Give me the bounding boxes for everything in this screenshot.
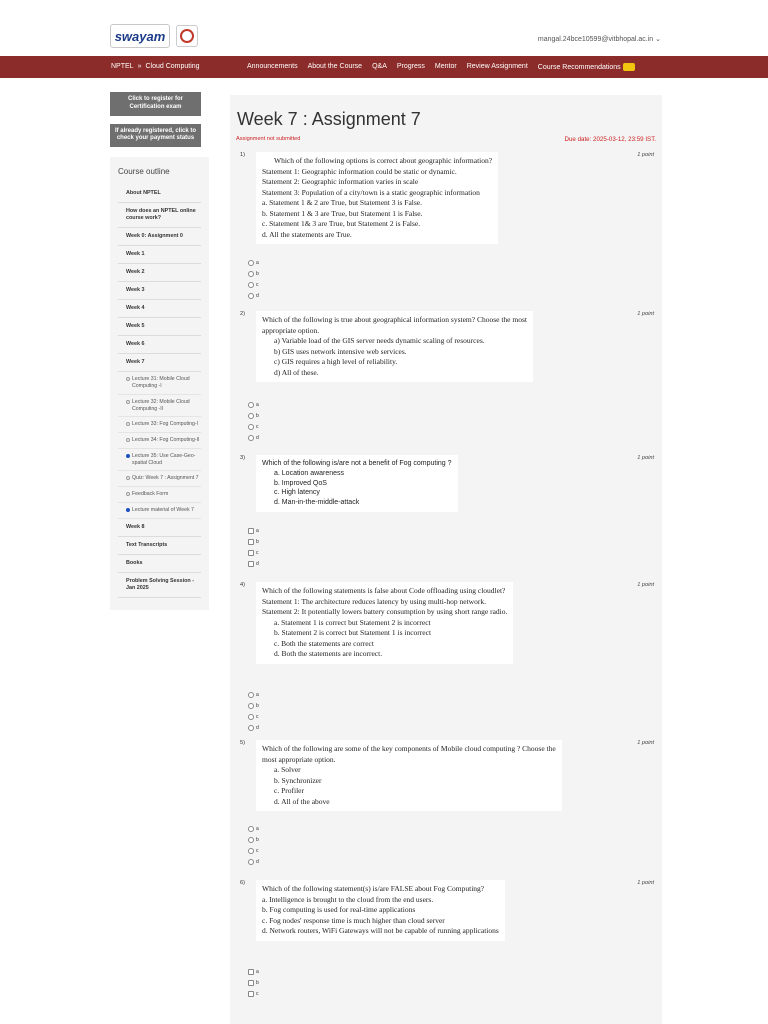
course-outline [110, 157, 209, 610]
option-label: b [256, 539, 259, 545]
question-line: Which of the following are some of the key components of Mobile cloud computing ? Choose the [262, 744, 556, 753]
option-radio[interactable] [248, 703, 254, 709]
question-line: Which of the following is/are not a benefit of Fog computing ? [262, 460, 452, 467]
menu-review-assignment[interactable]: Review Assignment [466, 63, 528, 70]
option-label: d [256, 293, 259, 299]
question-line: a. Location awareness [274, 469, 345, 477]
option-label: c [256, 848, 259, 854]
question-line: Statement 1: The architecture reduces latency by using multi-hop network. [262, 596, 486, 606]
question-line: most appropriate option. [262, 754, 336, 764]
answer-option[interactable] [248, 292, 259, 300]
question-points: 1 point [637, 740, 654, 746]
option-label: b [256, 980, 259, 986]
question-line: appropriate option. [262, 325, 320, 335]
option-label: a [256, 692, 259, 698]
answer-option[interactable] [248, 538, 259, 546]
option-label: c [256, 424, 259, 430]
register-certification-button[interactable]: Click to register for Certification exam [110, 92, 201, 116]
question-line: a. Statement 1 & 2 are True, but Statement 3 is False. [262, 198, 422, 207]
question-number: 3) [240, 455, 245, 461]
option-radio[interactable] [248, 282, 254, 288]
question-line: d. Both the statements are incorrect. [274, 649, 383, 658]
question-line: b) GIS uses network intensive web services. [274, 346, 407, 356]
question-line: Statement 2: It potentially lowers battery consumption by using short range radio. [262, 607, 508, 616]
new-badge-icon [623, 63, 635, 71]
main-menu [247, 63, 635, 71]
outline-subitem-label: Feedback Form [132, 491, 169, 498]
question-line: Which of the following options is correct about geographic information? [274, 156, 493, 165]
question-line: b. Synchronizer [274, 775, 322, 785]
status-dot-icon [126, 476, 130, 480]
option-radio[interactable] [248, 848, 254, 854]
emblem-icon [176, 25, 198, 47]
option-checkbox[interactable] [248, 550, 254, 556]
option-radio[interactable] [248, 692, 254, 698]
outline-subitem[interactable] [118, 487, 201, 503]
answer-option[interactable] [248, 702, 259, 710]
option-label: d [256, 859, 259, 865]
outline-item[interactable]: Week 2 [118, 264, 201, 282]
answer-options [248, 401, 259, 445]
outline-item[interactable]: Week 7 [118, 354, 201, 372]
answer-options [248, 259, 259, 303]
menu-announcements[interactable]: Announcements [247, 63, 298, 70]
question-line: b. Improved QoS [274, 479, 327, 487]
question-text [256, 880, 505, 941]
question-points: 1 point [637, 455, 654, 461]
answer-options [248, 527, 259, 571]
option-radio[interactable] [248, 260, 254, 266]
answer-options [248, 968, 259, 1001]
option-label: c [256, 550, 259, 556]
option-radio[interactable] [248, 424, 254, 430]
outline-subitem[interactable] [118, 372, 201, 395]
answer-options [248, 691, 259, 735]
answer-option[interactable] [248, 270, 259, 278]
option-checkbox[interactable] [248, 528, 254, 534]
option-radio[interactable] [248, 826, 254, 832]
question-line: Statement 1: Geographic information could be static or dynamic. [262, 166, 457, 176]
option-radio[interactable] [248, 402, 254, 408]
course-outline-title: Course outline [118, 167, 170, 177]
question-line: c. Fog nodes' response time is much higher than cloud server [262, 915, 445, 925]
question-line: d. All of the above [274, 796, 330, 806]
option-radio[interactable] [248, 435, 254, 441]
question-text [256, 152, 498, 244]
option-radio[interactable] [248, 714, 254, 720]
course-outline-list [118, 185, 201, 598]
assignment-panel [230, 95, 662, 1024]
question-points: 1 point [637, 311, 654, 317]
option-radio[interactable] [248, 859, 254, 865]
question-line: d. Network routers, WiFi Gateways will not be capable of running applications [262, 926, 499, 935]
answer-option[interactable] [248, 401, 259, 409]
top-header [0, 0, 768, 56]
option-label: c [256, 714, 259, 720]
menu-about-course[interactable]: About the Course [307, 63, 363, 70]
outline-item[interactable]: About NPTEL [118, 185, 201, 203]
option-label: b [256, 413, 259, 419]
answer-option[interactable] [248, 434, 259, 442]
option-label: d [256, 561, 259, 567]
question-line: a. Solver [274, 765, 301, 774]
user-menu[interactable]: mangal.24bce10599@vitbhopal.ac.in ⌄ [537, 36, 661, 43]
option-radio[interactable] [248, 413, 254, 419]
option-label: a [256, 528, 259, 534]
answer-option[interactable] [248, 412, 259, 420]
answer-option[interactable] [248, 847, 259, 855]
status-dot-icon [126, 454, 130, 458]
outline-item[interactable]: How does an NPTEL online course work? [118, 203, 201, 228]
question-points: 1 point [637, 152, 654, 158]
option-radio[interactable] [248, 725, 254, 731]
breadcrumb-separator: » [137, 63, 142, 70]
question-number: 2) [240, 311, 245, 317]
answer-option[interactable] [248, 527, 259, 535]
question-number: 4) [240, 582, 245, 588]
answer-option[interactable] [248, 259, 259, 267]
outline-item[interactable]: Week 4 [118, 300, 201, 318]
breadcrumb-course[interactable]: Cloud Computing [145, 63, 200, 70]
option-label: a [256, 402, 259, 408]
due-date: Due date: 2025-03-12, 23:59 IST. [564, 136, 656, 143]
option-checkbox[interactable] [248, 969, 254, 975]
outline-item[interactable]: Books [118, 555, 201, 573]
question-line: Statement 2: Geographic information varies in scale [262, 177, 419, 186]
question-line: d. All the statements are True. [262, 229, 352, 239]
question-line: c. High latency [274, 489, 320, 497]
answer-option[interactable] [248, 423, 259, 431]
status-dot-icon [126, 508, 130, 512]
outline-subitem[interactable] [118, 503, 201, 519]
outline-subitem-label: Lecture 33: Fog Computing-I [132, 421, 199, 428]
outline-subitem-label: Quiz: Week 7 : Assignment 7 [132, 475, 199, 482]
question-line: c. Statement 1& 3 are True, but Statement 2 is False. [262, 219, 421, 228]
question-line: Which of the following is true about geographical information system? Choose the most [262, 315, 527, 324]
outline-subitem-label: Lecture 32: Mobile Cloud Computing -II [132, 398, 190, 412]
menu-progress[interactable]: Progress [396, 63, 425, 70]
question-line: a) Variable load of the GIS server needs dynamic scaling of resources. [274, 336, 485, 345]
option-label: b [256, 271, 259, 277]
answer-option[interactable] [248, 713, 259, 721]
menu-mentor[interactable]: Mentor [434, 63, 457, 70]
question-text [256, 582, 513, 664]
option-label: b [256, 703, 259, 709]
outline-subitem[interactable] [118, 395, 201, 418]
outline-item[interactable]: Problem Solving Session - Jan 2025 [118, 573, 201, 598]
option-checkbox[interactable] [248, 539, 254, 545]
option-label: a [256, 260, 259, 266]
answer-option[interactable] [248, 990, 259, 998]
question-line: Which of the following statements is false about Code offloading using cloudlet? [262, 586, 506, 595]
outline-item[interactable]: Week 3 [118, 282, 201, 300]
answer-options [248, 825, 259, 869]
sidebar [110, 92, 209, 610]
outline-subitem[interactable] [118, 433, 201, 449]
menu-qa[interactable]: Q&A [372, 63, 387, 70]
outline-item[interactable]: Text Transcripts [118, 537, 201, 555]
question-line: Statement 3: Population of a city/town is a static geographic information [262, 187, 480, 197]
question-text [256, 311, 533, 382]
logo-group [110, 24, 198, 48]
status-dot-icon [126, 492, 130, 496]
question-line: b. Fog computing is used for real-time applications [262, 905, 416, 914]
outline-subitem[interactable] [118, 471, 201, 487]
outline-item[interactable]: Week 1 [118, 246, 201, 264]
option-checkbox[interactable] [248, 980, 254, 986]
answer-option[interactable] [248, 691, 259, 699]
question-line: b. Statement 1 & 3 are True, but Statement 1 is False. [262, 208, 423, 218]
outline-subitem[interactable] [118, 417, 201, 433]
status-dot-icon [126, 377, 130, 381]
outline-subitem-label: Lecture 31: Mobile Cloud Computing -I [132, 376, 190, 390]
breadcrumb-nptel[interactable]: NPTEL [111, 63, 134, 70]
status-dot-icon [126, 400, 130, 404]
option-radio[interactable] [248, 271, 254, 277]
question-text [256, 455, 458, 512]
option-radio[interactable] [248, 293, 254, 299]
option-label: b [256, 837, 259, 843]
option-radio[interactable] [248, 837, 254, 843]
answer-option[interactable] [248, 979, 259, 987]
question-line: c. Profiler [274, 786, 304, 795]
answer-option[interactable] [248, 281, 259, 289]
menu-course-recommendations[interactable] [538, 63, 635, 71]
outline-subitem-label: Lecture material of Week 7 [132, 506, 194, 513]
outline-subitem[interactable] [118, 449, 201, 472]
question-line: d. Man-in-the-middle-attack [274, 499, 360, 507]
question-line: d) All of these. [274, 367, 319, 377]
question-line: c. Both the statements are correct [274, 638, 374, 648]
option-checkbox[interactable] [248, 991, 254, 997]
option-label: c [256, 282, 259, 288]
question-line: Which of the following statement(s) is/are FALSE about Fog Computing? [262, 884, 485, 893]
question-text [256, 740, 562, 811]
page-title: Week 7 : Assignment 7 [237, 109, 421, 129]
outline-item[interactable]: Week 8 [118, 519, 201, 537]
status-dot-icon [126, 422, 130, 426]
question-number: 6) [240, 880, 245, 886]
question-line: c) GIS requires a high level of reliability. [274, 357, 398, 366]
question-number: 5) [240, 740, 245, 746]
status-dot-icon [126, 438, 130, 442]
answer-option[interactable] [248, 724, 259, 732]
outline-item[interactable]: Week 6 [118, 336, 201, 354]
navbar [0, 56, 768, 78]
option-label: a [256, 969, 259, 975]
answer-option[interactable] [248, 560, 259, 568]
question-line: a. Intelligence is brought to the cloud from the end users. [262, 894, 434, 904]
payment-status-button[interactable]: If already registered, click to check your payment status [110, 124, 201, 148]
breadcrumb [111, 63, 200, 70]
submission-status: Assignment not submitted [236, 136, 301, 142]
menu-course-recommendations-label: Course Recommendations [537, 63, 621, 71]
question-points: 1 point [637, 880, 654, 886]
answer-option[interactable] [248, 968, 259, 976]
answer-option[interactable] [248, 549, 259, 557]
question-line: a. Statement 1 is correct but Statement 2 is incorrect [274, 617, 431, 627]
option-label: d [256, 725, 259, 731]
answer-option[interactable] [248, 825, 259, 833]
option-checkbox[interactable] [248, 561, 254, 567]
question-number: 1) [240, 152, 245, 158]
answer-option[interactable] [248, 858, 259, 866]
answer-option[interactable] [248, 836, 259, 844]
outline-subitem-label: Lecture 34: Fog Computing-II [132, 437, 200, 444]
outline-subitem-label: Lecture 35: Use Case-Geo-spatial Cloud [132, 452, 196, 466]
option-label: a [256, 826, 259, 832]
question-points: 1 point [637, 582, 654, 588]
outline-item[interactable]: Week 0: Assignment 0 [118, 228, 201, 246]
swayam-logo[interactable]: swayam [110, 24, 170, 48]
option-label: d [256, 435, 259, 441]
question-line: b. Statement 2 is correct but Statement 1 is incorrect [274, 628, 432, 637]
outline-item[interactable]: Week 5 [118, 318, 201, 336]
option-label: c [256, 991, 259, 997]
